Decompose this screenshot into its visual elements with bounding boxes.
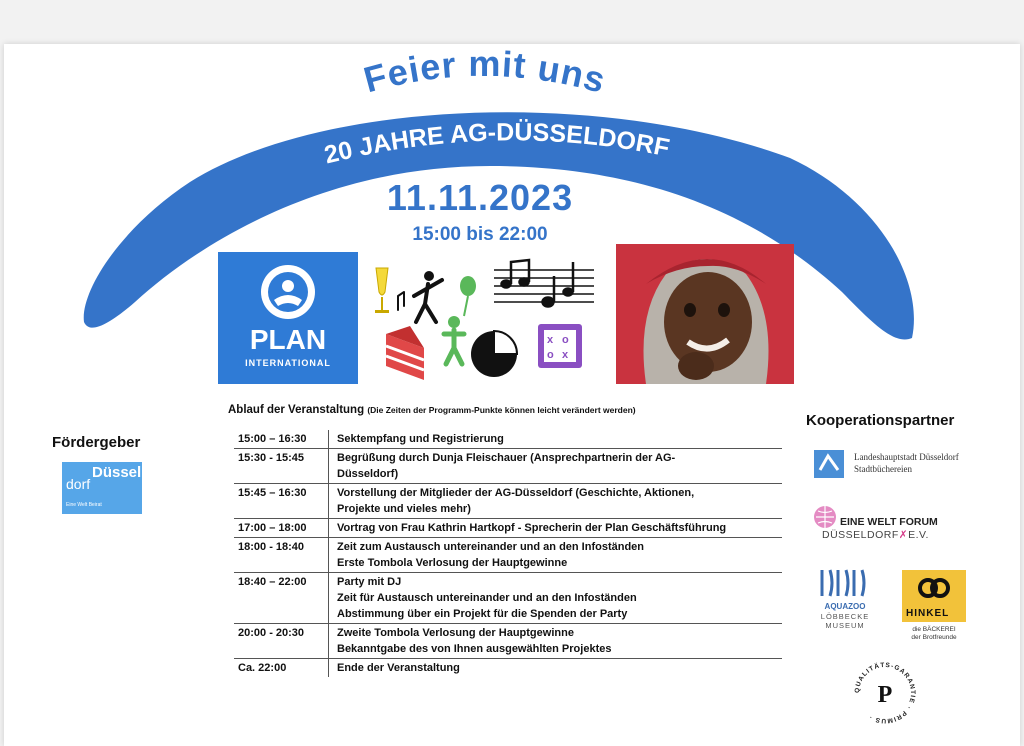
row-line: Vorstellung der Mitglieder der AG-Düsseldorf (Geschichte, Aktionen, <box>337 487 695 499</box>
row-line: Sektempfang und Registrierung <box>337 433 504 445</box>
hinkel-name: HINKEL <box>906 608 950 619</box>
eine-welt-forum-logo <box>812 504 972 544</box>
row-event <box>329 449 783 484</box>
ewf-line1: EINE WELT FORUM <box>840 516 938 528</box>
row-line: Ende der Veranstaltung <box>337 662 460 674</box>
row-event <box>329 624 783 659</box>
logo-prefix: dorf <box>66 476 91 492</box>
aquazoo-name: AQUAZOO <box>824 602 866 611</box>
row-line: Bekanntgabe des von Ihnen ausgewählten Projektes <box>337 643 612 655</box>
row-time: 20:00 - 20:30 <box>234 624 329 659</box>
seal-letter: P <box>877 682 893 708</box>
table-row <box>234 624 782 659</box>
aquazoo-wave-icon <box>812 566 878 600</box>
duesseldorf-logo <box>62 462 142 514</box>
program-title: Ablauf der Veranstaltung <box>228 404 365 416</box>
table-row <box>234 519 782 538</box>
globe-icon <box>812 504 838 530</box>
duesseldorf-coat-icon <box>812 448 846 480</box>
row-event <box>329 538 783 573</box>
tactics-board-icon <box>538 324 582 368</box>
aquazoo-sub: LÖBBECKE MUSEUM <box>820 612 870 630</box>
plan-international-logo <box>218 252 358 384</box>
row-time: 18:00 - 18:40 <box>234 538 329 573</box>
ewf-line2: DÜSSELDORF✗E.V. <box>822 529 929 541</box>
aquazoo-logo <box>812 566 878 630</box>
row-line: Projekte und vieles mehr) <box>337 503 471 515</box>
row-time: 15:30 - 15:45 <box>234 449 329 484</box>
table-row <box>234 430 782 449</box>
row-time: 15:00 – 16:30 <box>234 430 329 449</box>
cake-icon <box>386 326 424 380</box>
row-line: Party mit DJ <box>337 576 402 588</box>
row-time: 15:45 – 16:30 <box>234 484 329 519</box>
hinkel-logo <box>902 570 966 642</box>
row-line: Vortrag von Frau Kathrin Hartkopf - Sprecherin der Plan Geschäftsführung <box>337 522 727 534</box>
table-row <box>234 484 782 519</box>
svg-text:QUALITÄTS-GARANTIE · PRIMUS ·: QUALITÄTS-GARANTIE · PRIMUS · <box>853 661 917 725</box>
balloon-person-icon <box>444 276 476 364</box>
child-photo <box>616 244 794 384</box>
row-event <box>329 519 783 538</box>
table-row <box>234 573 782 624</box>
schedule-table <box>234 430 782 677</box>
pretzel-icon <box>902 570 966 606</box>
library-line2: Stadtbüchereien <box>854 464 912 474</box>
row-time: 18:40 – 22:00 <box>234 573 329 624</box>
row-event <box>329 573 783 624</box>
quality-seal-logo <box>852 660 918 726</box>
event-date: 11.11.2023 <box>386 177 574 218</box>
table-row <box>234 538 782 573</box>
row-line: Erste Tombola Verlosung der Hauptgewinne <box>337 557 568 569</box>
svg-text:x: x <box>562 349 569 361</box>
svg-text:o: o <box>562 334 569 346</box>
plan-globe-icon <box>218 252 358 322</box>
row-time: 17:00 – 18:00 <box>234 519 329 538</box>
hinkel-tagline: die BÄCKEREI der Brotfreunde <box>911 626 957 641</box>
library-partner-logo <box>812 448 992 480</box>
plan-logo-sub: INTERNATIONAL <box>245 358 331 368</box>
sponsors-heading: Fördergeber <box>52 434 141 451</box>
row-event <box>329 430 783 449</box>
svg-text:x: x <box>547 334 554 346</box>
plan-logo-word: PLAN <box>249 324 327 355</box>
row-line: Zweite Tombola Verlosung der Hauptgewinne <box>337 627 574 639</box>
partners-heading: Kooperationspartner <box>806 412 955 429</box>
subtitle: 20 JAHRE AG-DÜSSELDORF <box>321 118 672 170</box>
svg-text:o: o <box>547 349 554 361</box>
row-line: Düsseldorf) <box>337 468 399 480</box>
program-note: (Die Zeiten der Programm-Punkte können leicht verändert werden) <box>367 405 636 415</box>
row-event <box>329 484 783 519</box>
program-heading <box>228 404 636 416</box>
table-row <box>234 659 782 678</box>
dancer-icon <box>398 271 442 322</box>
logo-small: Eine Welt Beirat <box>66 502 102 508</box>
music-notes-icon <box>494 260 594 307</box>
library-line1: Landeshauptstadt Düsseldorf <box>854 452 959 462</box>
row-line: Abstimmung über ein Projekt für die Spenden der Party <box>337 608 628 620</box>
row-time: Ca. 22:00 <box>234 659 329 678</box>
champagne-glass-icon <box>375 268 389 313</box>
row-event <box>329 659 783 678</box>
table-row <box>234 449 782 484</box>
row-line: Zeit für Austausch untereinander und an den Infoständen <box>337 592 637 604</box>
pie-chart-icon <box>471 331 517 377</box>
row-line: Begrüßung durch Dunja Fleischauer (Ansprechpartnerin der AG- <box>337 452 676 464</box>
row-line: Zeit zum Austausch untereinander und an den Infoständen <box>337 541 645 553</box>
hinkel-box <box>902 570 966 622</box>
event-time: 15:00 bis 22:00 <box>412 224 548 245</box>
logo-main: Düssel <box>92 464 142 481</box>
headline: Feier mit uns <box>359 42 611 101</box>
